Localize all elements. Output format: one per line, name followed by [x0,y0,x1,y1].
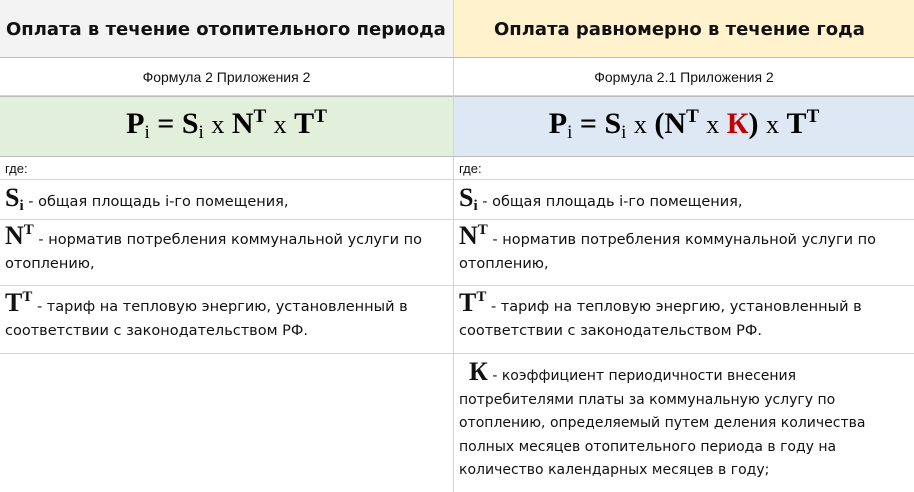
left-empty-cell [0,354,454,492]
right-formula-cell [454,96,914,157]
right-header-title: Оплата равномерно в течение года [494,19,865,40]
right-n-definition: $N^T$ - норматив потребления коммунальной услуги по отоплению, [459,221,876,272]
right-k-definition: К - коэффициент периодичности внесения потребителями платы за коммунальную услугу по отоплению, определяемый путем деления количества полных месяцев отопительного периода в году на количество календарных месяцев в году; [459,357,866,478]
right-formula-reference: Формула 2.1 Приложения 2 [594,69,774,85]
right-formula: $P_i = S_i$ x ($N^T$ x К) x $T^T$ [548,106,820,143]
right-header-cell [454,0,914,58]
left-header-title: Оплата в течение отопительного периода [6,19,446,40]
right-s-definition: $S_i$ - общая площадь i-го помещения, [459,183,743,214]
right-t-definition: $T^T$ - тариф на тепловую энергию, установленный в соответствии с законодательством РФ. [459,288,862,339]
right-s-row [454,180,914,220]
right-k-row [454,354,914,492]
left-n-row [0,220,454,286]
left-t-row [0,286,454,354]
left-formula: $P_i = S_i$ x $N^T$ x $T^T$ [126,106,327,143]
right-subheader-cell [454,58,914,96]
right-where-cell [454,157,914,180]
left-n-definition: $N^T$ - норматив потребления коммунальной услуги по отоплению, [5,221,422,272]
left-where-label: где: [5,161,28,176]
left-subheader-cell [0,58,454,96]
right-t-row [454,286,914,354]
left-t-definition: $T^T$ - тариф на тепловую энергию, установленный в соответствии с законодательством РФ. [5,288,408,339]
right-where-label: где: [459,161,482,176]
left-s-row [0,180,454,220]
left-s-definition: $S_i$ - общая площадь i-го помещения, [5,183,289,214]
left-where-cell [0,157,454,180]
k-symbol: К [469,357,488,386]
left-formula-reference: Формула 2 Приложения 2 [142,69,311,85]
left-formula-cell [0,96,454,157]
right-n-row [454,220,914,286]
left-header-cell [0,0,454,58]
